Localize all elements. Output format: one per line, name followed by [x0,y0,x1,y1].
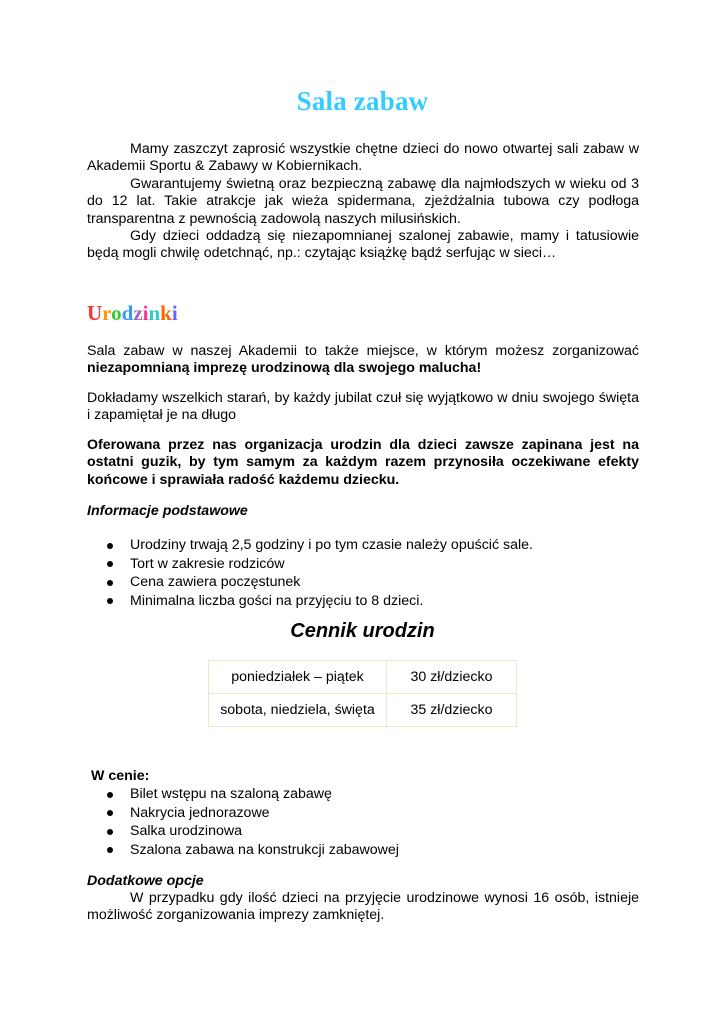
paragraph-emphasis: niezapomnianą imprezę urodzinową dla swojego malucha! [87,360,482,377]
paragraph-offer [87,343,639,378]
info-heading: Informacje podstawowe [87,503,248,519]
list-item: Urodziny trwają 2,5 godziny i po tym czasie należy opuścić sale. [104,536,533,555]
table-row [209,694,517,727]
list-item: Minimalna liczba gości na przyjęciu to 8 dzieci. [104,592,533,611]
paragraph-text: Dokładamy wszelkich starań, by każdy jubilat czuł się wyjątkowo w dniu swojego święta i zapamiętał je na długo [87,390,639,424]
list-item: Cena zawiera poczęstunek [104,573,533,592]
heading-letter: i [171,301,178,325]
table-cell-price: 30 zł/dziecko [387,661,517,694]
table-cell-price: 35 zł/dziecko [387,694,517,727]
price-heading: Cennik urodzin [290,620,435,642]
paragraph-care [87,390,639,425]
heading-letter: o [111,301,122,325]
extra-heading: Dodatkowe opcje [87,873,204,889]
intro-section [87,141,639,263]
table-cell-days: poniedziałek – piątek [209,661,387,694]
included-list [104,785,399,859]
paragraph-text: Sala zabaw w naszej Akademii to także miejsce, w którym możesz zorganizować [87,343,639,359]
heading-letter: U [87,301,103,325]
list-item: Nakrycia jednorazowe [104,804,399,823]
page-title: Sala zabaw [296,86,429,116]
heading-letter: i [142,301,149,325]
info-list [104,536,533,610]
table-cell-days: sobota, niedziela, święta [209,694,387,727]
table-row [209,661,517,694]
paragraph-text: W przypadku gdy ilość dzieci na przyjęcie urodzinowe wynosi 16 osób, istnieje możliwość zorganizowania imprezy zamkniętej. [87,890,639,924]
list-item: Tort w zakresie rodziców [104,555,533,574]
heading-letter: k [160,301,172,325]
price-table [208,660,517,727]
heading-letter: n [148,301,161,325]
included-heading: W cenie: [91,768,150,784]
heading-letter: d [121,301,134,325]
list-item: Szalona zabawa na konstrukcji zabawowej [104,841,399,860]
extra-paragraph [87,890,639,925]
section-heading-urodzinki [87,301,178,326]
intro-paragraph: Mamy zaszczyt zaprosić wszystkie chętne dzieci do nowo otwartej sali zabaw w Akademii Sportu & Zabawy w Kobiernikach. [87,141,639,175]
heading-letter: z [133,301,143,325]
heading-letter: r [102,301,112,325]
paragraph-text: Oferowana przez nas organizacja urodzin dla dzieci zawsze zapinana jest na ostatni guzik, by tym samym za każdym razem przynosiła oczekiwane efekty końcowe i sprawiała radość każdemu dziecku. [87,437,639,488]
intro-paragraph: Gdy dzieci oddadzą się niezapomnianej szalonej zabawie, mamy i tatusiowie będą mogli chwilę odetchnąć, np.: czytając książkę bądź serfując w sieci… [87,228,639,262]
paragraph-organization [87,437,639,489]
list-item: Salka urodzinowa [104,822,399,841]
intro-paragraph: Gwarantujemy świetną oraz bezpieczną zabawę dla najmłodszych w wieku od 3 do 12 lat. Takie atrakcje jak wieża spidermana, zjeżdżalnia tubowa czy podłoga transparentna z pewnością zadowolą naszych milusińskich. [87,175,639,227]
list-item: Bilet wstępu na szaloną zabawę [104,785,399,804]
